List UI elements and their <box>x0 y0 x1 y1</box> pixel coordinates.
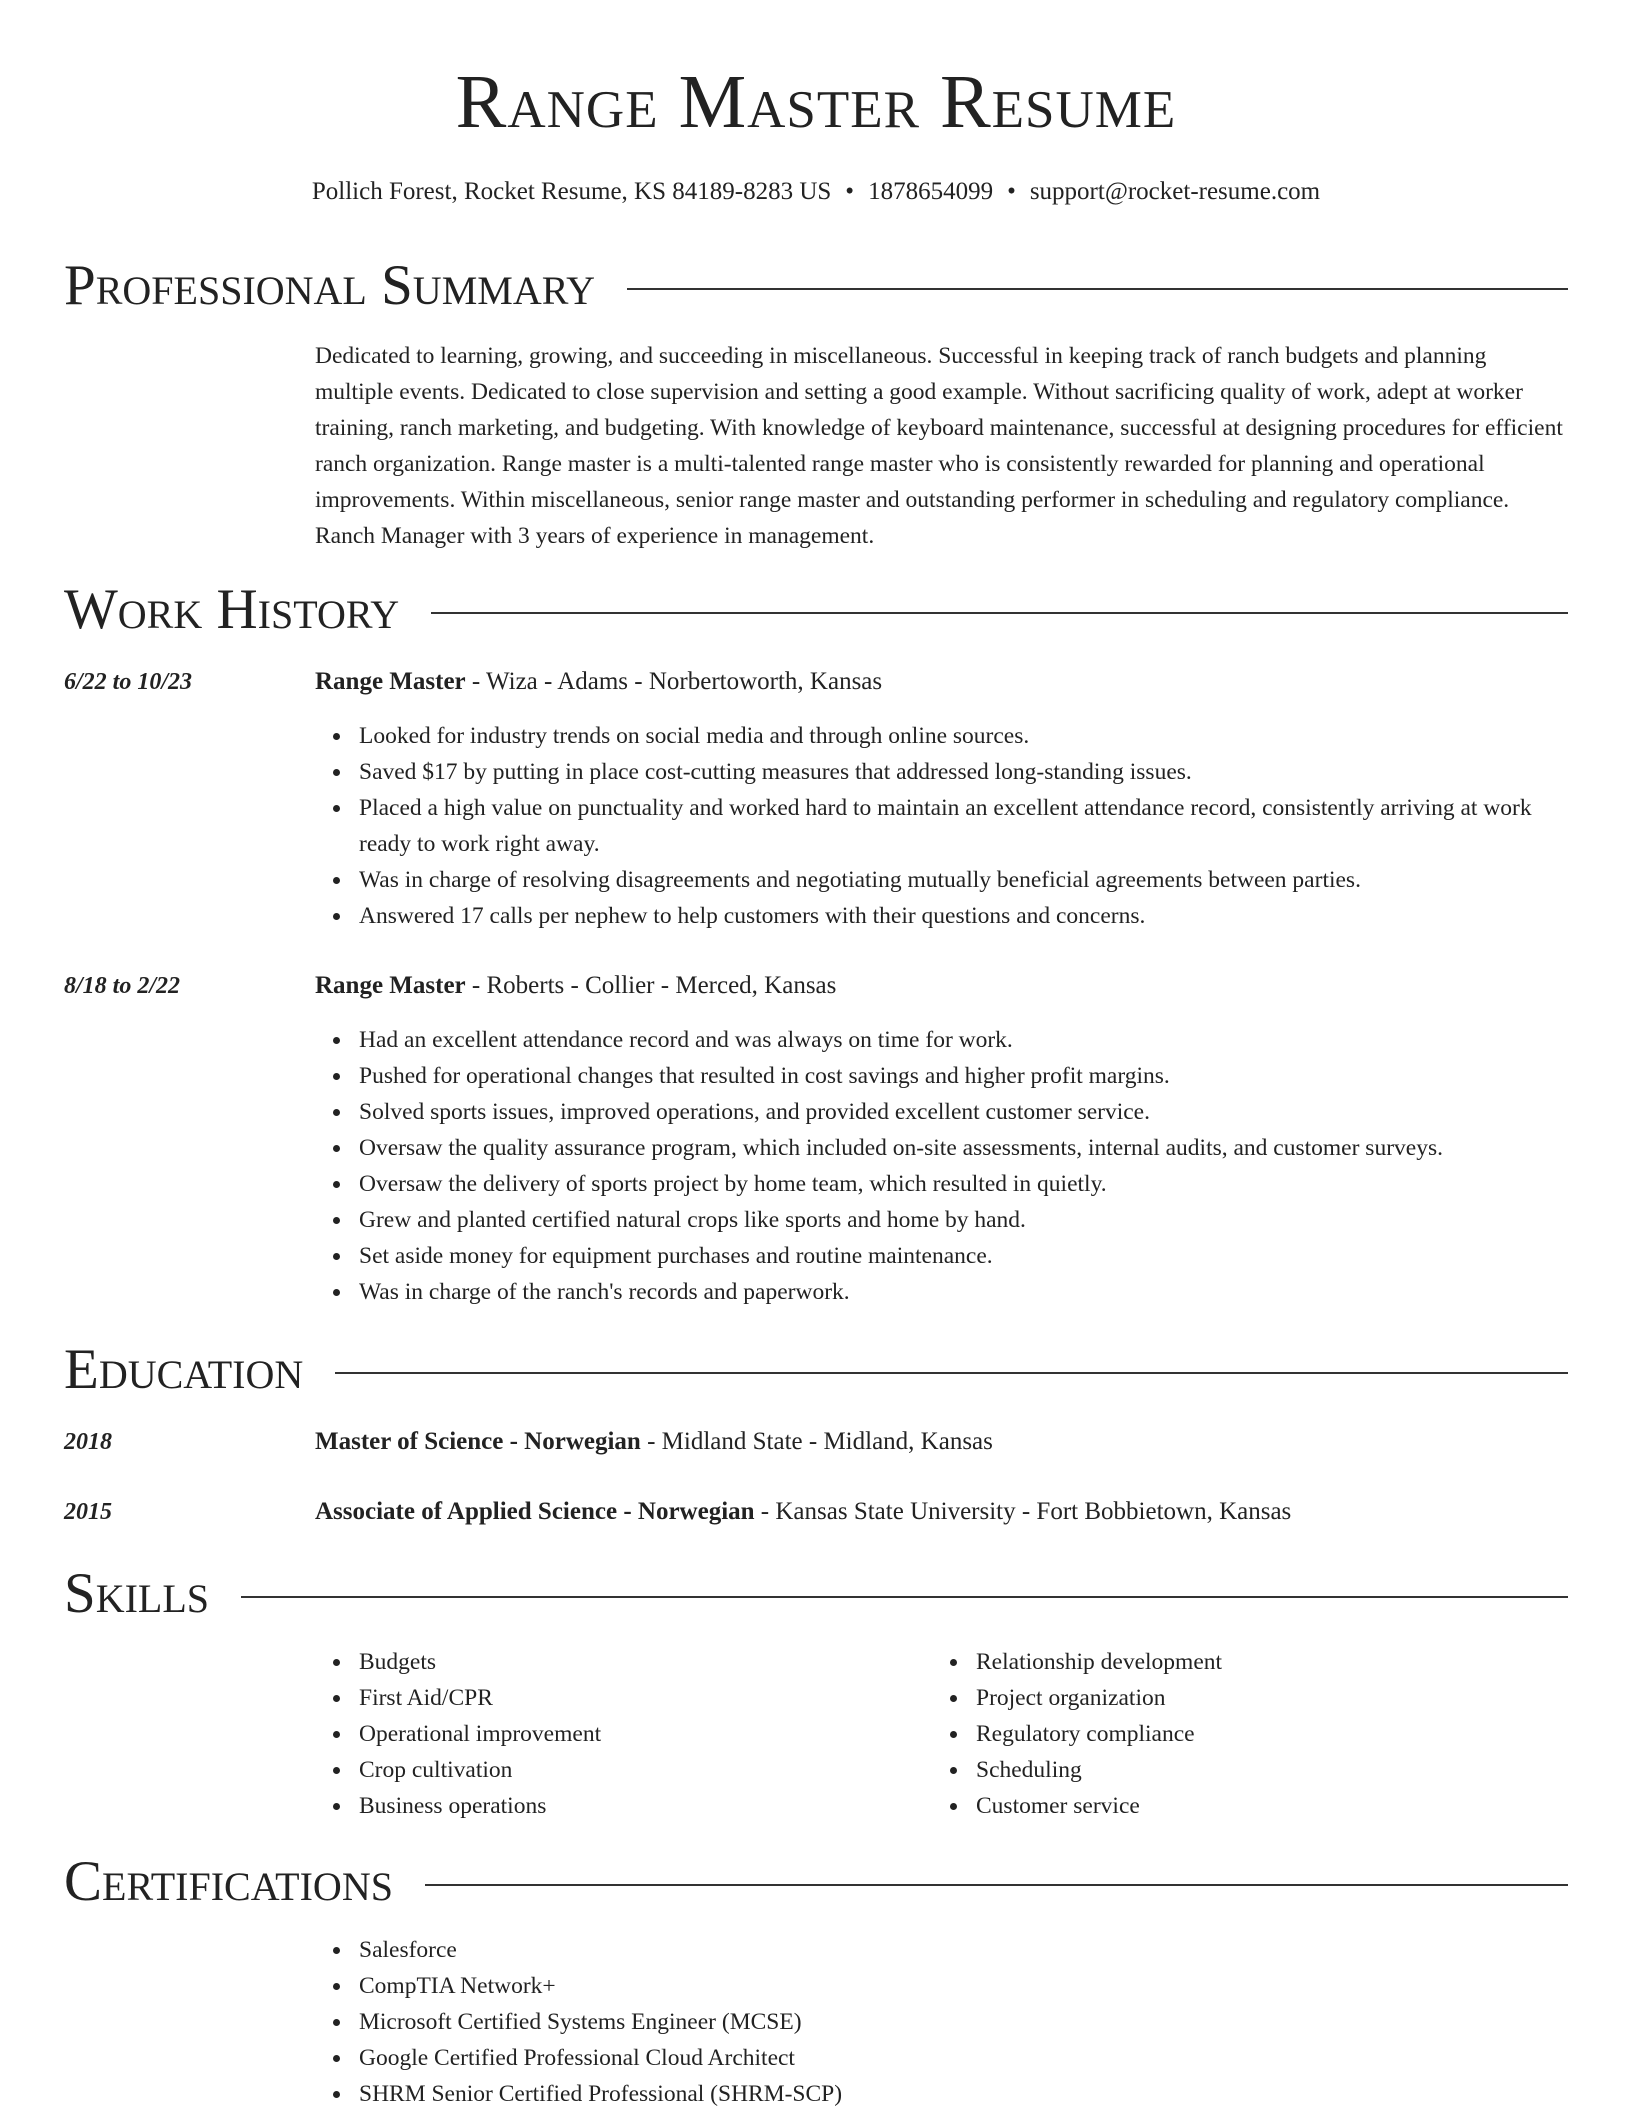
list-item: Scheduling <box>976 1752 1532 1788</box>
list-item: SHRM Senior Certified Professional (SHRM-SCP) <box>359 2076 1568 2112</box>
list-item: Oversaw the delivery of sports project by home team, which resulted in quietly. <box>359 1166 1568 1202</box>
resume-name: Range Master Resume <box>455 60 1177 144</box>
section-divider <box>627 288 1568 290</box>
list-item: Crop cultivation <box>359 1752 915 1788</box>
summary-text: Dedicated to learning, growing, and succeeding in miscellaneous. Successful in keeping track of ranch budgets and planning multiple events. Dedicated to close supervision and setting a good example. Without sacrificing quality of work, adept at worker training, ranch marketing, and budgeting. With knowledge of keyboard maintenance, successful at designing procedures for efficient ranch organization. Range master is a multi-talented range master who is consistently rewarded for planning and operational improvements. Within miscellaneous, senior range master and outstanding performer in scheduling and regulatory compliance. Ranch Manager with 3 years of experience in management. <box>315 343 1563 549</box>
education-details: - Kansas State University - Fort Bobbietown, Kansas <box>754 1498 1292 1525</box>
address: Pollich Forest, Rocket Resume, KS 84189-8283 US <box>311 178 832 205</box>
education-main <box>315 1494 1568 1530</box>
section-work-header <box>64 578 1568 642</box>
list-item: Answered 17 calls per nephew to help customers with their questions and concerns. <box>359 898 1568 934</box>
job-title: Range Master <box>315 668 466 695</box>
section-summary-header <box>64 254 1568 318</box>
education-main <box>315 1424 1568 1460</box>
education-year: 2018 <box>64 1429 112 1455</box>
list-item: Google Certified Professional Cloud Architect <box>359 2040 1568 2076</box>
job-bullets <box>315 718 1568 934</box>
certifications-column <box>315 1932 1568 2112</box>
section-education-header <box>64 1338 1568 1402</box>
job-title: Range Master <box>315 972 466 999</box>
list-item: Business operations <box>359 1788 915 1824</box>
list-item: Oversaw the quality assurance program, which included on-site assessments, internal audits, and customer surveys. <box>359 1130 1568 1166</box>
email: support@rocket-resume.com <box>1029 178 1321 205</box>
skills-column-right <box>932 1644 1532 1824</box>
education-year: 2015 <box>64 1499 112 1525</box>
list-item: Set aside money for equipment purchases and routine maintenance. <box>359 1238 1568 1274</box>
contact-separator: • <box>845 178 855 205</box>
contact-line <box>0 174 1632 210</box>
list-item: Was in charge of resolving disagreements and negotiating mutually beneficial agreements between parties. <box>359 862 1568 898</box>
section-skills-header <box>64 1562 1568 1626</box>
section-title: Certifications <box>64 1850 393 1913</box>
section-divider <box>335 1372 1568 1374</box>
job-dates: 6/22 to 10/23 <box>64 669 193 695</box>
education-degree: Master of Science - Norwegian <box>315 1428 641 1455</box>
skills-column-left <box>315 1644 915 1824</box>
list-item: Looked for industry trends on social media and through online sources. <box>359 718 1568 754</box>
section-title: Work History <box>64 578 400 641</box>
job-details: - Wiza - Adams - Norbertoworth, Kansas <box>465 668 883 695</box>
list-item: Operational improvement <box>359 1716 915 1752</box>
job-title-line <box>315 968 1568 1004</box>
list-item: Regulatory compliance <box>976 1716 1532 1752</box>
job-details: - Roberts - Collier - Merced, Kansas <box>465 972 837 999</box>
list-item: Had an excellent attendance record and was always on time for work. <box>359 1022 1568 1058</box>
list-item: Budgets <box>359 1644 915 1680</box>
job-title-line <box>315 664 1568 700</box>
list-item: Was in charge of the ranch's records and paperwork. <box>359 1274 1568 1310</box>
section-title: Professional Summary <box>64 254 596 317</box>
list-item: Microsoft Certified Systems Engineer (MCSE) <box>359 2004 1568 2040</box>
skills-list <box>932 1644 1532 1824</box>
list-item: First Aid/CPR <box>359 1680 915 1716</box>
job-main <box>315 664 1568 934</box>
section-divider <box>431 612 1568 614</box>
section-divider <box>241 1596 1568 1598</box>
job-dates: 8/18 to 2/22 <box>64 973 181 999</box>
list-item: Salesforce <box>359 1932 1568 1968</box>
phone: 1878654099 <box>868 178 994 205</box>
list-item: Placed a high value on punctuality and worked hard to maintain an excellent attendance record, consistently arriving at work ready to work right away. <box>359 790 1568 862</box>
job-bullets <box>315 1022 1568 1310</box>
list-item: Grew and planted certified natural crops like sports and home by hand. <box>359 1202 1568 1238</box>
list-item: Customer service <box>976 1788 1532 1824</box>
list-item: Pushed for operational changes that resulted in cost savings and higher profit margins. <box>359 1058 1568 1094</box>
section-certifications-header <box>64 1850 1568 1914</box>
contact-separator: • <box>1007 178 1016 205</box>
section-title: Education <box>64 1338 304 1401</box>
section-title: Skills <box>64 1562 210 1625</box>
list-item: Solved sports issues, improved operations, and provided excellent customer service. <box>359 1094 1568 1130</box>
education-details: - Midland State - Midland, Kansas <box>640 1428 993 1455</box>
list-item: Relationship development <box>976 1644 1532 1680</box>
education-degree: Associate of Applied Science - Norwegian <box>315 1498 755 1525</box>
section-divider <box>425 1884 1568 1886</box>
job-main <box>315 968 1568 1310</box>
skills-list <box>315 1644 915 1824</box>
list-item: Project organization <box>976 1680 1532 1716</box>
list-item: CompTIA Network+ <box>359 1968 1568 2004</box>
certifications-list <box>315 1932 1568 2112</box>
list-item: Saved $17 by putting in place cost-cutting measures that addressed long-standing issues. <box>359 754 1568 790</box>
